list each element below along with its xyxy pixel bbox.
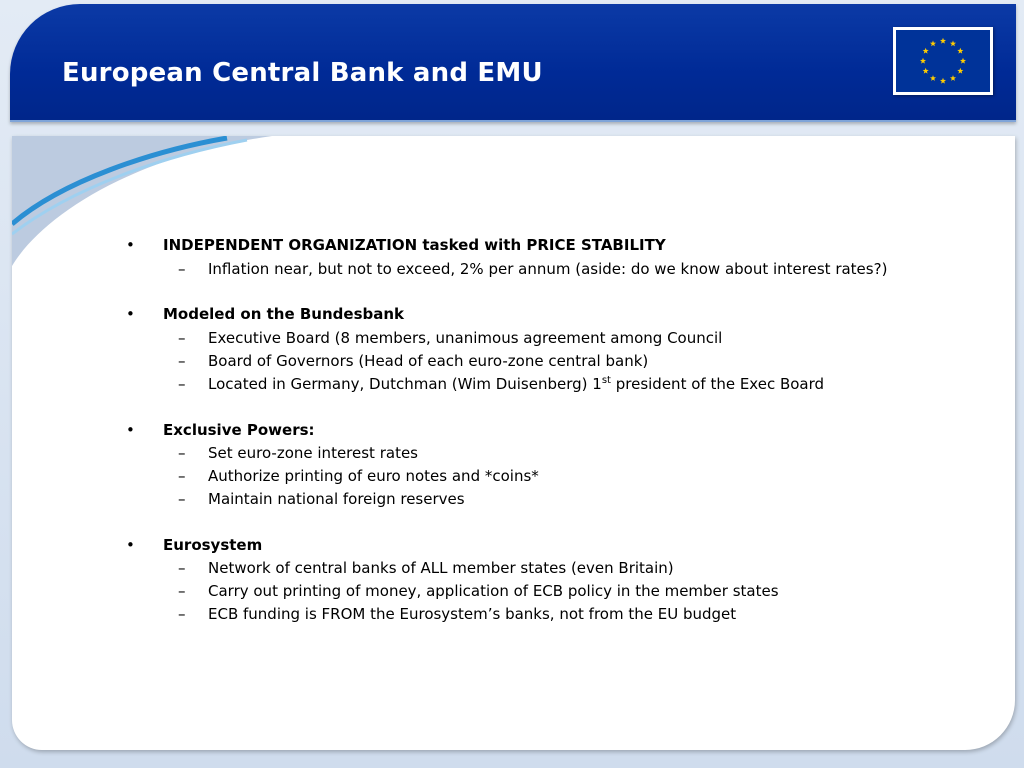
sub-item-text: Executive Board (8 members, unanimous agreement among Council xyxy=(208,329,723,347)
bullet-heading: Modeled on the Bundesbank xyxy=(163,305,405,323)
content-panel: • INDEPENDENT ORGANIZATION tasked with PRICE STABILITY – Inflation near, but not to exceed, 2% per annum (aside: do we know about interest rates?) • Modeled on the Bundesbank – Executive Board (8 members, unanimous agreement among Council – Board of Governors (Head of each euro-zone central bank) – Located in Germany, Dutchman (Wim Duisenberg) 1st president of the Exec Board • Exclusive Powers: – Set euro-zone interest rates – Authorize printing of euro notes and *coins* – Maintain national foreign reserves • Eurosystem – Network of central banks of ALL member states (even Britain) – Carry out printing of money, application of ECB policy in the member states – ECB funding is FROM the Eurosystem’s banks, not from the EU budget xyxy=(12,136,1015,750)
sub-item-text: Carry out printing of money, application of ECB policy in the member states xyxy=(208,582,779,600)
eu-flag-icon xyxy=(893,27,993,95)
decorative-swoosh xyxy=(12,136,312,276)
sub-item-text: Maintain national foreign reserves xyxy=(208,490,465,508)
bullet-mark: • xyxy=(126,236,135,254)
sub-item-text: Located in Germany, Dutchman (Wim Duisenberg) 1st president of the Exec Board xyxy=(208,375,825,393)
slide-title: European Central Bank and EMU xyxy=(62,58,543,88)
bullet-mark: • xyxy=(126,305,135,323)
sub-item-text: ECB funding is FROM the Eurosystem’s banks, not from the EU budget xyxy=(208,605,737,623)
sub-item-text: Authorize printing of euro notes and *coins* xyxy=(208,467,539,485)
bullet-heading: Eurosystem xyxy=(163,536,263,554)
superscript-ordinal: st xyxy=(601,375,611,386)
sub-item-text: Board of Governors (Head of each euro-zone central bank) xyxy=(208,352,649,370)
sub-item-text: Inflation near, but not to exceed, 2% per annum (aside: do we know about interest rates?) xyxy=(208,260,888,278)
sub-item-text: Network of central banks of ALL member states (even Britain) xyxy=(208,559,674,577)
sub-item-text: Set euro-zone interest rates xyxy=(208,444,418,462)
bullet-mark: • xyxy=(126,536,135,554)
bullet-heading: Exclusive Powers: xyxy=(163,421,315,439)
bullet-mark: • xyxy=(126,421,135,439)
eu-flag-graphic xyxy=(896,30,990,92)
bullet-heading: INDEPENDENT ORGANIZATION tasked with PRICE STABILITY xyxy=(163,236,666,254)
